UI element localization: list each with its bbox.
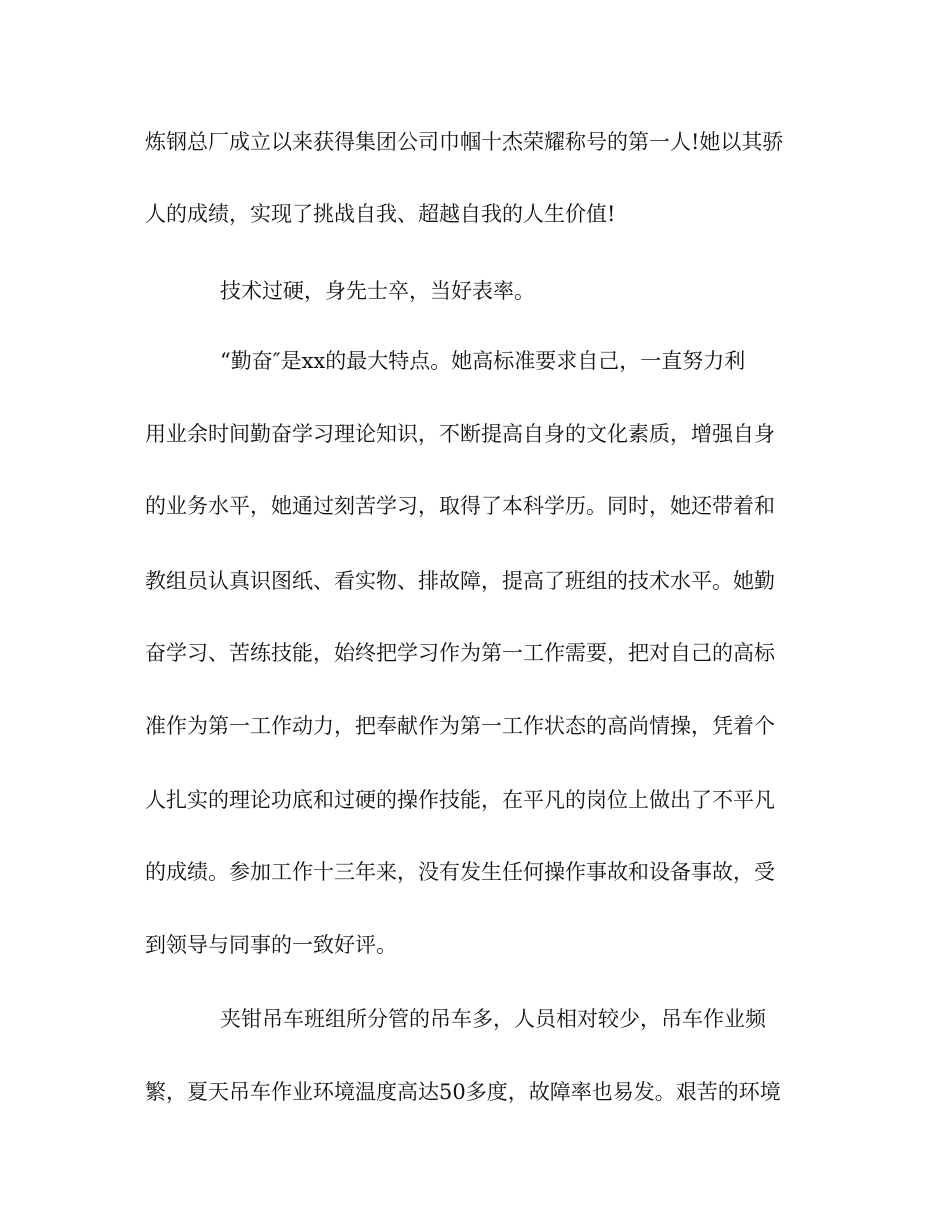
paragraph-line: 的成绩。参加工作十三年来，没有发生任何操作事故和设备事故，受 — [145, 860, 775, 884]
paragraph-line: “勤奋″是xx的最大特点。她高标准要求自己，一直努力利 — [220, 349, 746, 373]
paragraph-line: 夹钳吊车班组所分管的吊车多，人员相对较少，吊车作业频 — [220, 1007, 766, 1031]
paragraph-line: 准作为第一工作动力，把奉献作为第一工作状态的高尚情操，凭着个 — [145, 714, 775, 738]
paragraph-line: 繁，夏天吊车作业环境温度高达50多度，故障率也易发。艰苦的环境 — [145, 1080, 781, 1104]
section-heading: 技术过硬，身先士卒，当好表率。 — [220, 279, 535, 303]
paragraph-line: 教组员认真识图纸、看实物、排故障，提高了班组的技术水平。她勤 — [145, 569, 775, 593]
paragraph-line: 奋学习、苦练技能，始终把学习作为第一工作需要，把对自己的高标 — [145, 641, 775, 665]
paragraph-line: 炼钢总厂成立以来获得集团公司巾帼十杰荣耀称号的第一人!她以其骄 — [145, 130, 784, 154]
paragraph-line: 人扎实的理论功底和过硬的操作技能，在平凡的岗位上做出了不平凡 — [145, 788, 775, 812]
paragraph-line: 的业务水平，她通过刻苦学习，取得了本科学历。同时，她还带着和 — [145, 494, 775, 518]
paragraph-line: 人的成绩，实现了挑战自我、超越自我的人生价值! — [145, 202, 616, 226]
paragraph-line: 到领导与同事的一致好评。 — [145, 933, 397, 957]
paragraph-line: 用业余时间勤奋学习理论知识，不断提高自身的文化素质，增强自身 — [145, 422, 775, 446]
